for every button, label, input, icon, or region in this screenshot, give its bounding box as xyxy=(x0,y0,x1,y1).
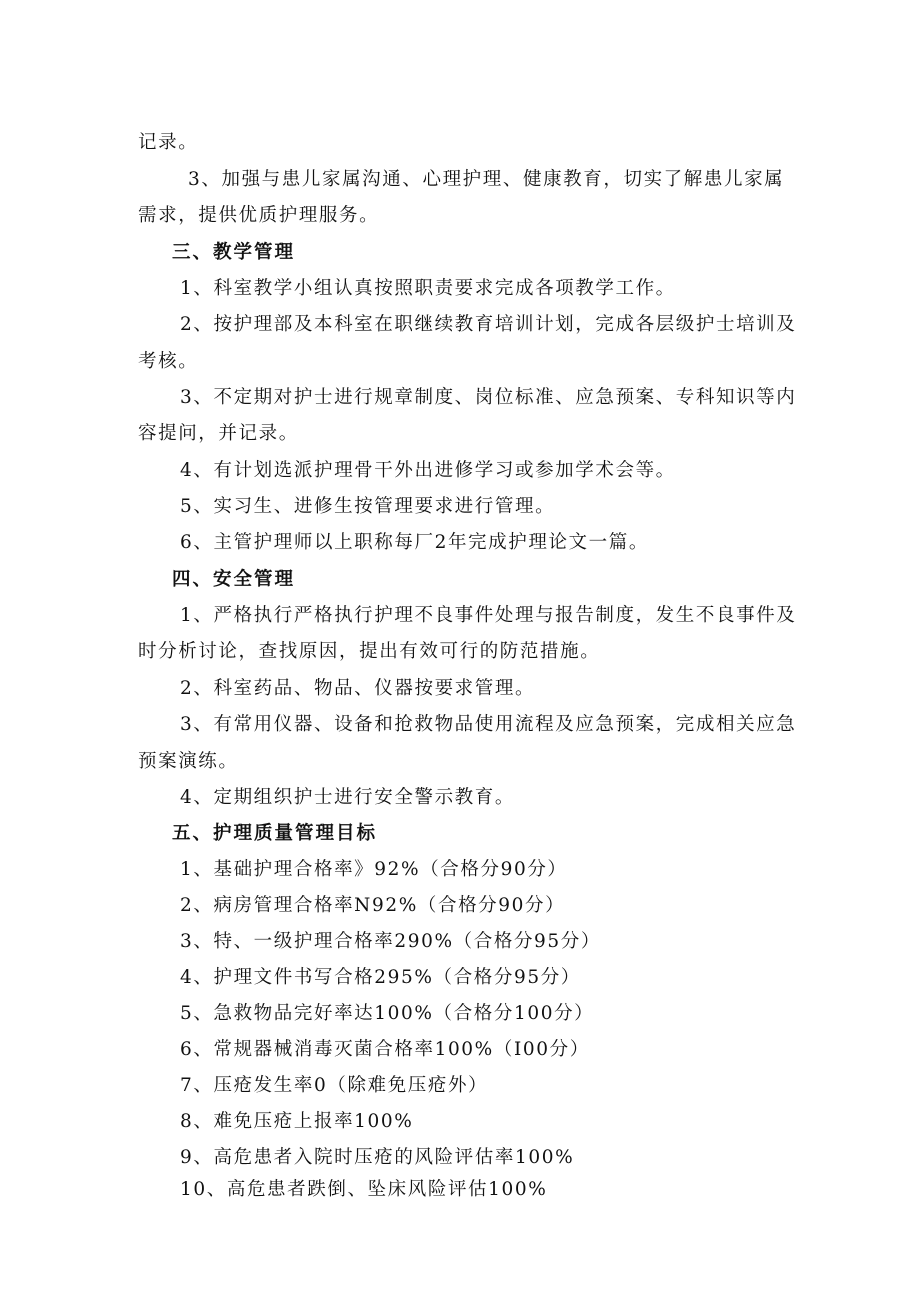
goal-item: 10、高危患者跌倒、坠床风险评估100% xyxy=(180,1179,548,1200)
paragraph-item: 5、实习生、进修生按管理要求进行管理。 xyxy=(180,496,556,517)
paragraph-item: 4、有计划选派护理骨干外出进修学习或参加学术会等。 xyxy=(180,460,676,481)
paragraph-continuation: 容提问，并记录。 xyxy=(138,423,299,444)
paragraph-item: 4、定期组织护士进行安全警示教育。 xyxy=(180,787,515,808)
paragraph-item: 3、不定期对护士进行规章制度、岗位标准、应急预案、专科知识等内 xyxy=(180,387,797,408)
paragraph-item: 2、按护理部及本科室在职继续教育培训计划，完成各层级护士培训及 xyxy=(180,314,797,335)
goal-item: 5、急救物品完好率达100%（合格分100分） xyxy=(180,1003,595,1024)
goal-item: 6、常规器械消毒灭菌合格率100%（I00分） xyxy=(180,1039,590,1060)
paragraph-continuation: 需求，提供优质护理服务。 xyxy=(138,205,380,226)
section-heading-teaching: 三、教学管理 xyxy=(172,242,296,263)
goal-item: 2、病房管理合格率N92%（合格分90分） xyxy=(180,895,566,916)
paragraph-item: 1、科室教学小组认真按照职责要求完成各项教学工作。 xyxy=(180,278,676,299)
goal-item: 4、护理文件书写合格295%（合格分95分） xyxy=(180,967,581,988)
paragraph-item: 3、有常用仪器、设备和抢救物品使用流程及应急预案，完成相关应急 xyxy=(180,714,797,735)
paragraph-continuation: 考核。 xyxy=(138,351,199,372)
goal-item: 3、特、一级护理合格率290%（合格分95分） xyxy=(180,931,602,952)
goal-item: 7、压疮发生率0（除难免压疮外） xyxy=(180,1075,489,1096)
paragraph-continuation: 记录。 xyxy=(138,132,199,153)
goal-item: 8、难免压疮上报率100% xyxy=(180,1111,414,1132)
paragraph-item: 2、科室药品、物品、仪器按要求管理。 xyxy=(180,678,536,699)
paragraph-item: 1、严格执行严格执行护理不良事件处理与报告制度，发生不良事件及 xyxy=(180,605,797,626)
section-heading-quality-goals: 五、护理质量管理目标 xyxy=(172,823,378,844)
goal-item: 1、基础护理合格率》92%（合格分90分） xyxy=(180,859,568,880)
section-heading-safety: 四、安全管理 xyxy=(172,569,296,590)
paragraph-continuation: 时分析讨论，查找原因，提出有效可行的防范措施。 xyxy=(138,641,601,662)
paragraph-item: 3、加强与患儿家属沟通、心理护理、健康教育，切实了解患儿家属 xyxy=(188,169,785,190)
goal-item: 9、高危患者入院时压疮的风险评估率100% xyxy=(180,1147,575,1168)
paragraph-continuation: 预案演练。 xyxy=(138,751,239,772)
paragraph-item: 6、主管护理师以上职称每厂2年完成护理论文一篇。 xyxy=(180,532,649,553)
